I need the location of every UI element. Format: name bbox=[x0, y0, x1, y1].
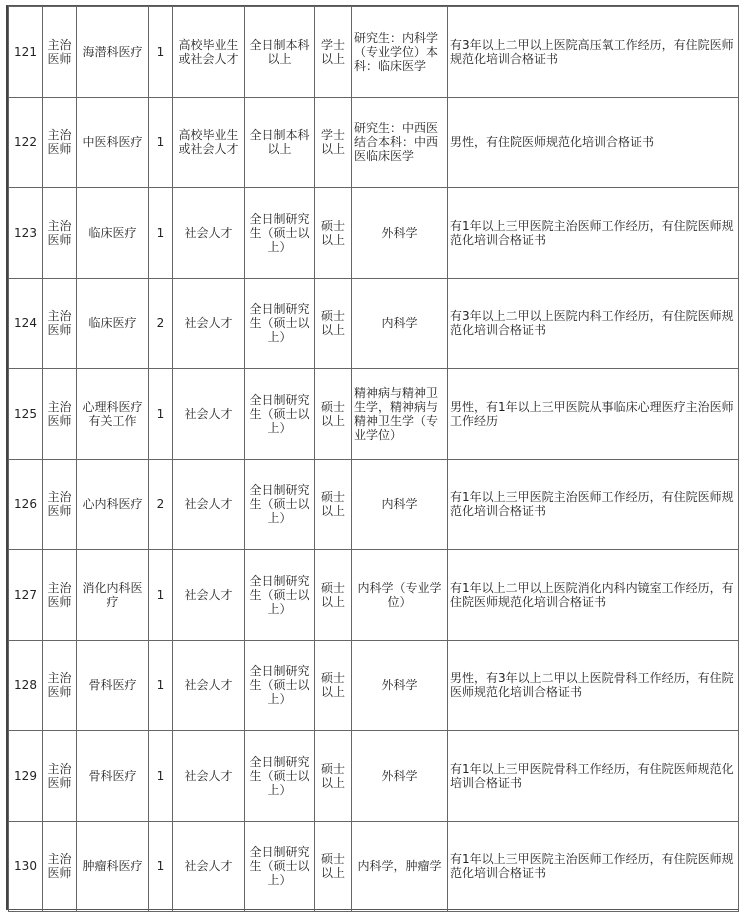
row-number-cell: 127 bbox=[9, 550, 43, 641]
requirements-cell: 男性，有1年以上三甲医院从事临床心理医疗主治医师工作经历 bbox=[448, 369, 739, 460]
candidate-source-cell: 社会人才 bbox=[173, 821, 245, 912]
degree-cell: 硕士以上 bbox=[315, 459, 352, 550]
headcount-cell: 1 bbox=[149, 821, 173, 912]
position-cell: 主治医师 bbox=[43, 7, 77, 98]
candidate-source-cell: 社会人才 bbox=[173, 550, 245, 641]
education-cell: 全日制研究生（硕士以上） bbox=[245, 731, 315, 822]
major-cell: 内科学（专业学位） bbox=[352, 550, 448, 641]
position-cell: 主治医师 bbox=[43, 369, 77, 460]
position-cell: 主治医师 bbox=[43, 278, 77, 369]
position-cell: 主治医师 bbox=[43, 731, 77, 822]
row-number-cell: 128 bbox=[9, 640, 43, 731]
candidate-source-cell: 社会人才 bbox=[173, 640, 245, 731]
degree-cell: 硕士以上 bbox=[315, 640, 352, 731]
degree-cell: 硕士以上 bbox=[315, 278, 352, 369]
education-cell: 全日制研究生（硕士以上） bbox=[245, 821, 315, 912]
table-row bbox=[9, 97, 739, 188]
table-row bbox=[9, 640, 739, 731]
table-row bbox=[9, 821, 739, 912]
row-number-cell: 126 bbox=[9, 459, 43, 550]
education-cell: 全日制研究生（硕士以上） bbox=[245, 188, 315, 279]
candidate-source-cell: 社会人才 bbox=[173, 188, 245, 279]
education-cell: 全日制研究生（硕士以上） bbox=[245, 550, 315, 641]
education-cell: 全日制研究生（硕士以上） bbox=[245, 278, 315, 369]
education-cell: 全日制研究生（硕士以上） bbox=[245, 640, 315, 731]
candidate-source-cell: 社会人才 bbox=[173, 278, 245, 369]
department-cell: 海潜科医疗 bbox=[77, 7, 149, 98]
department-cell: 心内科医疗 bbox=[77, 459, 149, 550]
headcount-cell: 1 bbox=[149, 188, 173, 279]
degree-cell: 硕士以上 bbox=[315, 731, 352, 822]
candidate-source-cell: 社会人才 bbox=[173, 459, 245, 550]
table-row bbox=[9, 7, 739, 98]
requirements-cell: 有1年以上三甲医院主治医师工作经历，有住院医师规范化培训合格证书 bbox=[448, 821, 739, 912]
requirements-cell: 有1年以上三甲医院骨科工作经历，有住院医师规范化培训合格证书 bbox=[448, 731, 739, 822]
table-row bbox=[9, 369, 739, 460]
position-cell: 主治医师 bbox=[43, 640, 77, 731]
position-cell: 主治医师 bbox=[43, 188, 77, 279]
recruitment-table bbox=[8, 6, 739, 912]
major-cell: 外科学 bbox=[352, 188, 448, 279]
candidate-source-cell: 高校毕业生或社会人才 bbox=[173, 97, 245, 188]
headcount-cell: 1 bbox=[149, 7, 173, 98]
department-cell: 消化内科医疗 bbox=[77, 550, 149, 641]
requirements-cell: 有3年以上二甲以上医院内科工作经历，有住院医师规范化培训合格证书 bbox=[448, 278, 739, 369]
education-cell: 全日制本科以上 bbox=[245, 7, 315, 98]
position-cell: 主治医师 bbox=[43, 97, 77, 188]
major-cell: 研究生：中西医结合本科：中西医临床医学 bbox=[352, 97, 448, 188]
education-cell: 全日制本科以上 bbox=[245, 97, 315, 188]
requirements-cell: 有1年以上二甲以上医院消化内科内镜室工作经历，有住院医师规范化培训合格证书 bbox=[448, 550, 739, 641]
major-cell: 外科学 bbox=[352, 731, 448, 822]
table-row bbox=[9, 731, 739, 822]
headcount-cell: 1 bbox=[149, 550, 173, 641]
requirements-cell: 有1年以上三甲医院主治医师工作经历，有住院医师规范化培训合格证书 bbox=[448, 188, 739, 279]
table-row bbox=[9, 278, 739, 369]
major-cell: 研究生：内科学（专业学位）本科：临床医学 bbox=[352, 7, 448, 98]
degree-cell: 学士以上 bbox=[315, 97, 352, 188]
position-cell: 主治医师 bbox=[43, 459, 77, 550]
headcount-cell: 2 bbox=[149, 278, 173, 369]
candidate-source-cell: 高校毕业生或社会人才 bbox=[173, 7, 245, 98]
department-cell: 骨科医疗 bbox=[77, 731, 149, 822]
headcount-cell: 2 bbox=[149, 459, 173, 550]
row-number-cell: 121 bbox=[9, 7, 43, 98]
position-cell: 主治医师 bbox=[43, 821, 77, 912]
row-number-cell: 129 bbox=[9, 731, 43, 822]
row-number-cell: 124 bbox=[9, 278, 43, 369]
degree-cell: 硕士以上 bbox=[315, 369, 352, 460]
row-number-cell: 125 bbox=[9, 369, 43, 460]
degree-cell: 硕士以上 bbox=[315, 550, 352, 641]
candidate-source-cell: 社会人才 bbox=[173, 369, 245, 460]
requirements-cell: 男性，有3年以上二甲以上医院骨科工作经历，有住院医师规范化培训合格证书 bbox=[448, 640, 739, 731]
department-cell: 肿瘤科医疗 bbox=[77, 821, 149, 912]
degree-cell: 硕士以上 bbox=[315, 821, 352, 912]
degree-cell: 学士以上 bbox=[315, 7, 352, 98]
row-number-cell: 130 bbox=[9, 821, 43, 912]
department-cell: 临床医疗 bbox=[77, 188, 149, 279]
requirements-cell: 有3年以上二甲以上医院高压氧工作经历，有住院医师规范化培训合格证书 bbox=[448, 7, 739, 98]
major-cell: 内科学，肿瘤学 bbox=[352, 821, 448, 912]
recruitment-table-sheet bbox=[6, 5, 739, 910]
candidate-source-cell: 社会人才 bbox=[173, 731, 245, 822]
education-cell: 全日制研究生（硕士以上） bbox=[245, 369, 315, 460]
headcount-cell: 1 bbox=[149, 640, 173, 731]
department-cell: 骨科医疗 bbox=[77, 640, 149, 731]
row-number-cell: 122 bbox=[9, 97, 43, 188]
major-cell: 内科学 bbox=[352, 459, 448, 550]
table-row bbox=[9, 550, 739, 641]
table-row bbox=[9, 459, 739, 550]
headcount-cell: 1 bbox=[149, 97, 173, 188]
department-cell: 中医科医疗 bbox=[77, 97, 149, 188]
headcount-cell: 1 bbox=[149, 369, 173, 460]
row-number-cell: 123 bbox=[9, 188, 43, 279]
requirements-cell: 男性，有住院医师规范化培训合格证书 bbox=[448, 97, 739, 188]
requirements-cell: 有1年以上三甲医院主治医师工作经历，有住院医师规范化培训合格证书 bbox=[448, 459, 739, 550]
department-cell: 心理科医疗有关工作 bbox=[77, 369, 149, 460]
department-cell: 临床医疗 bbox=[77, 278, 149, 369]
major-cell: 外科学 bbox=[352, 640, 448, 731]
table-row bbox=[9, 188, 739, 279]
education-cell: 全日制研究生（硕士以上） bbox=[245, 459, 315, 550]
major-cell: 精神病与精神卫生学，精神病与精神卫生学（专业学位） bbox=[352, 369, 448, 460]
headcount-cell: 1 bbox=[149, 731, 173, 822]
position-cell: 主治医师 bbox=[43, 550, 77, 641]
degree-cell: 硕士以上 bbox=[315, 188, 352, 279]
major-cell: 内科学 bbox=[352, 278, 448, 369]
